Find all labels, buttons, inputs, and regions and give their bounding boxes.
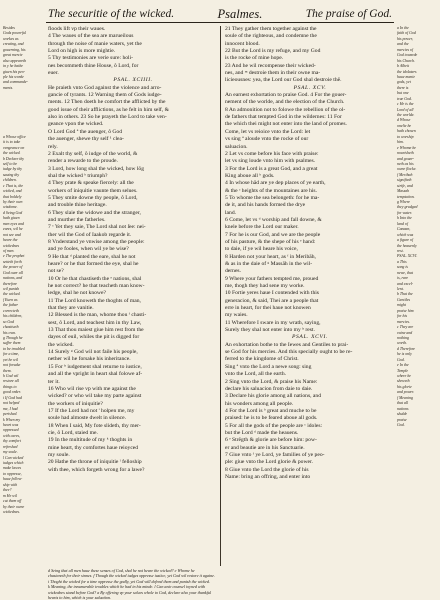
text-line: PSAL. XCV. (293, 84, 327, 91)
margin-note: sauing thy (3, 172, 20, 177)
margin-note: heart was (3, 422, 19, 427)
margin-note: i If God had (3, 395, 22, 400)
text-line: soule of the righteous, and condemne the (225, 33, 317, 40)
text-line: ledge, shal he not knowe? (48, 290, 106, 297)
text-line: let vs sing loude vnto him with psalmes. (225, 158, 316, 165)
margin-note: self to be (3, 161, 18, 166)
margin-note: and commande- (3, 80, 28, 85)
margin-note: owne flocke. (397, 167, 417, 172)
margin-note: children. (3, 178, 17, 183)
margin-note: God. (397, 422, 405, 427)
text-line: de fathers that tempted God in the wildernes: 11 For (225, 114, 342, 121)
margin-note: l Can wicked (3, 455, 24, 460)
margin-note: God. (397, 357, 405, 362)
margin-note: wickednes. (3, 509, 20, 514)
margin-note: the wicked. (3, 292, 21, 297)
text-line: 20 Hathe the throne of iniquitie ˡ felloship (48, 459, 142, 466)
text-line: vnto the Lord, all the earth. (225, 371, 287, 378)
text-line: & as in the daie of ᵍ Massāh in the wil- (225, 261, 313, 267)
margin-note: Canaan, (397, 227, 411, 232)
margin-note: so God (3, 319, 15, 324)
text-line: and trouble thine heritage. (48, 202, 107, 209)
margin-note: him. (397, 140, 404, 145)
text-line: 6 ᵉ Strēgth & glorie are before him: pow- (225, 437, 317, 444)
margin-note: m He wil (3, 493, 18, 498)
text-line: 9 He that ᵈ planted the eare, shal he not (48, 253, 136, 260)
margin-note: things to (3, 384, 17, 389)
margin-note: Massah (397, 189, 410, 194)
text-line: 7 For he is our God, and we are the people (225, 231, 321, 238)
text-line: erre in heart, for thei haue not knowen (225, 305, 311, 312)
margin-note: with cares, (3, 433, 20, 438)
margin-note: ple his worde (3, 74, 24, 79)
margin-note: might (397, 303, 406, 308)
text-line: nement of the worlde, and the election of the Church. (225, 99, 345, 106)
header-rule (46, 22, 394, 23)
text-line: dayes of euil, whiles the pit is digged for (48, 334, 140, 341)
text-line: the auenger, shewe thy self ¹ clea- (48, 136, 124, 143)
margin-note: PSAL. XCVI. (397, 254, 418, 259)
margin-note: nations (397, 406, 409, 411)
margin-note: a Whose office (3, 134, 26, 139)
margin-note: setteth forth (3, 259, 22, 264)
margin-note: the wicked. (3, 151, 21, 156)
margin-note: make lawes (3, 466, 22, 471)
margin-note: also appeareth (3, 58, 27, 63)
text-line: through the noise of manie waters, yet the (48, 40, 142, 47)
margin-note: to oppresse, (3, 471, 22, 476)
margin-note: praise him (397, 308, 414, 313)
text-line: 8 An admonition not to folowe the rebellion of the ol- (225, 106, 346, 113)
text-line: ther wil the God of Iaakob regarde it. (48, 231, 132, 238)
margin-note: the worlde. (397, 113, 415, 117)
text-line: rely. (48, 143, 58, 150)
text-line: 5 They smite downe thy people, ô Lord, (48, 194, 138, 201)
margin-note: iudges which (3, 461, 24, 465)
text-column-left (48, 26, 218, 474)
margin-note: and the (397, 42, 409, 47)
text-line: ple: giue vnto the Lord glorie & power. (225, 459, 313, 466)
margin-note: creating, and (3, 42, 24, 47)
text-line: 7 Giue vnto ᶠ ye Lord, ye families of ye peo- (225, 451, 325, 458)
text-line: floods lift vp their waues. (48, 26, 106, 32)
text-line: is the rocke of mine hope. (225, 55, 284, 62)
text-line: dernes. (225, 268, 241, 275)
margin-note: wickednes (3, 243, 19, 248)
margin-note: suffer them (3, 341, 21, 346)
text-line: 8 Vnderstand ye vnwise among the people: (48, 238, 145, 245)
text-line: nether wil he forsake his inheritance. (48, 356, 131, 363)
margin-note: by their owne (3, 504, 25, 509)
text-line: 14 Surely ᵍ God wil not faile his people, (48, 349, 138, 356)
margin-note: for his (397, 314, 408, 319)
margin-note: d Whose (397, 118, 411, 123)
margin-note: to be troubled (3, 346, 25, 351)
text-line: geance vpon the wicked. (48, 121, 104, 128)
margin-note: and excel- (397, 281, 414, 286)
margin-note: he is only (397, 352, 412, 357)
text-line: not se? (48, 268, 64, 275)
text-line: shal the wicked ᵇ triumph? (48, 172, 108, 179)
margin-note: nations, and (3, 276, 23, 281)
text-line: heare? or he that formed the eye, shal he (48, 261, 139, 267)
margin-note: Lord of all (397, 107, 414, 112)
margin-note: a In the (397, 26, 409, 30)
text-line: the wicked. (48, 341, 74, 348)
text-line: 11 The Lord knoweth the thoghts of man, (48, 297, 141, 304)
margin-note: the father (3, 303, 19, 308)
margin-note: thy comfort (3, 439, 21, 444)
margin-note: signifieth (397, 178, 412, 183)
text-line: er and beautie are in his Sanctuarie. (225, 444, 305, 451)
text-line: 3 Lord, how long shal the wicked, how lōg (48, 165, 145, 172)
margin-note (3, 553, 45, 558)
text-line: render a rewarde to the proude. (48, 158, 118, 165)
text-line: 6 They slaie the widowe and the stranger, (48, 209, 141, 216)
margin-note (397, 543, 439, 548)
margin-note: eares, wil he (3, 227, 23, 232)
margin-note: his own. (3, 330, 16, 335)
text-line: wicked? or who wil take my parte against (48, 393, 142, 400)
header-right: The praise of God. (305, 8, 392, 20)
margin-note: d Seing God (3, 210, 23, 215)
margin-note: praise (397, 417, 407, 422)
text-line: 23 And he wil recompense their wicked- (225, 62, 316, 69)
text-line: licieousnes: yea, the Lord our God shal destroie thē. (225, 77, 342, 84)
margin-note: God ouer all (3, 270, 23, 275)
text-line: 4 They prate & speake fiercely: all the (48, 180, 134, 187)
text-line: He praieth vnto God against the violence and arro- (48, 84, 162, 91)
margin-note: by their own (3, 200, 23, 204)
text-line: se God for his mercies. And this specially ought to be re- (225, 349, 353, 356)
margin-notes-right (397, 26, 439, 548)
footnote-line: k Meaning, the innumerable troubles which he had in his minde. l Can anie counsel ioyned with (48, 584, 205, 590)
text-line: of his pasture, & the shepe of his ᵉ hand: (225, 238, 316, 245)
margin-note: his Church. (397, 58, 416, 63)
text-line: 2 Exalt thy self, ô iudge of the world, & (48, 150, 138, 157)
text-line: his wonders among all people. (225, 400, 294, 407)
text-line: 13 That thou maiest giue him rest from the (48, 327, 144, 334)
margin-note: good order. (3, 390, 21, 395)
text-line: generacion, & said, Thei are a people that (225, 297, 319, 304)
footnote-line: hearts to him, which is your saluation. (48, 594, 111, 600)
text-line: declare his saluacion from daie to daie. (225, 385, 313, 392)
text-line: 15 For ʰ iudgement shal returne to iustice, (48, 363, 142, 370)
margin-note: refreshed (3, 444, 18, 449)
margin-note: but one (397, 91, 409, 96)
margin-note: ments. (3, 85, 14, 90)
footnote-line: i Thoght the wicked for a time oppresse the godly, yet God will defend them and punish the wicked. (48, 578, 210, 584)
margin-note: neth as his (397, 161, 414, 166)
margin-note: e The prophet (3, 254, 25, 259)
margin-note: haue fellow- (3, 477, 23, 482)
text-line: workers of iniquitie vaunte them selues. (48, 187, 138, 194)
margin-note: gouerning, his (3, 47, 26, 52)
margin-note: temptation. (397, 194, 415, 199)
margin-note: Besides (3, 26, 15, 30)
text-line: cie, ô Lord, staied me. (48, 429, 98, 436)
text-line: 3 Declare his glorie among all nations, and (225, 393, 321, 400)
text-line: 10 Fortie yeres haue I contended with this (225, 290, 319, 297)
text-line: and all the vpright in heart shal folowe af- (48, 371, 143, 378)
text-line: 8 Harden not your heart, as ᶠ in Meribāh, (225, 253, 316, 260)
text-line: praised: he is to be feared aboue all gods. (225, 415, 318, 422)
text-line: 18 When I said, My fote slideth, thy mer- (48, 422, 141, 429)
margin-note: that boldely (3, 194, 22, 199)
text-line: and murther the fatherles. (48, 216, 106, 223)
margin-note: d Therefore (397, 346, 415, 351)
margin-note: wicked, and (3, 189, 22, 194)
margin-note: worth. (397, 341, 408, 346)
margin-note: a figure of (397, 238, 414, 243)
margin-note: not see and (3, 232, 21, 237)
text-line: 4 For the Lord is ᵇ great and muche to be (225, 407, 317, 414)
margin-note: for a time, (3, 352, 20, 357)
margin-note: true God. (397, 96, 412, 101)
text-line: and ye fooles, when wil ye be wise? (48, 246, 129, 253)
margin-note: cut them off (3, 499, 22, 504)
text-line: An exhortation bothe to the Iewes and Gentiles to prai- (225, 341, 349, 348)
margin-note: in y he hathe (3, 64, 23, 69)
margin-note: restore all (3, 379, 19, 384)
margin-note: nothing (397, 335, 409, 340)
text-line: 19 In the multitude of my ᵏ thoghts in (48, 437, 133, 444)
text-line: 11 Wherefore I sware in my wrath, saying, (225, 319, 321, 326)
text-line: 17 If the Lord had not ⁱ holpen me, my (48, 407, 135, 414)
margin-note: h Into the (397, 216, 412, 221)
margin-note: which was (397, 232, 414, 237)
margin-note: not helped (3, 401, 20, 406)
margin-note: them. (3, 368, 12, 373)
margin-note: giuen his peo- (3, 69, 26, 74)
text-line: de it, and his hands formed the drye (225, 202, 306, 209)
margin-note: haue manie (397, 74, 416, 79)
footnotes (48, 568, 418, 600)
footnote-line: chasteneth for their sinnes. f Though the wicked iudges oppresse iustice, yet God wil restore it againe. (48, 573, 216, 579)
margin-note: not forsake (3, 363, 21, 368)
margin-note: where he (397, 374, 412, 378)
text-line: the which thei might not enter into the land of promes. (225, 121, 347, 128)
margin-note: iudge by thy (3, 167, 23, 172)
text-line: 5 To whome the sea belongeth: for he ma- (225, 194, 320, 201)
text-line: but the Lord ᵈ made the heauens. (225, 429, 299, 436)
margin-note: that all (397, 401, 409, 406)
text-line: 21 They gather them together against the (225, 26, 317, 32)
margin-note: men eyes and (3, 221, 24, 226)
text-line: 4 In whose hād are ye dep places of ye earth, (225, 180, 326, 187)
margin-note: God towarde (397, 53, 418, 58)
text-line: mine heart, thy comfortes haue reioyced (48, 444, 139, 451)
text-line: ments. 12 Then doeth he comfort the afflicted by the (48, 99, 166, 106)
margin-note: faith of God (397, 31, 416, 36)
margin-note: the heauenly (397, 243, 417, 248)
margin-note: e In the (397, 363, 409, 368)
margin-note: thee? (3, 488, 12, 493)
text-line: O Lord God ª the auenger, ô God (48, 128, 123, 135)
margin-note: the idolaters (397, 69, 417, 74)
margin-note: to worship (397, 134, 414, 139)
margin-note: wisdome. (3, 205, 18, 210)
text-line: vs sing ª aloude vnto the rocke of our (225, 136, 309, 143)
margin-note: c They are (397, 325, 414, 330)
margin-note: g Where (397, 200, 410, 204)
margin-note: hath chosen (397, 129, 416, 134)
margin-note: Temple (397, 368, 409, 373)
margin-note: land of (397, 221, 408, 226)
margin-note: of men. (3, 248, 15, 253)
margin-note: for water. (397, 210, 412, 215)
text-line: that they are vanitie. (48, 305, 94, 312)
margin-note: perished. (3, 412, 18, 417)
margin-note: shulde (397, 412, 408, 417)
margin-note: my soule. (3, 450, 18, 455)
margin-note: c That is, the (3, 183, 24, 188)
text-line: saluacion. (225, 143, 248, 150)
text-line: also in others. 23 So he prayeth the Lord to take ven- (48, 114, 167, 121)
text-line: 7 ᶜ Yet they saie, The Lord shal not ſee: nei- (48, 224, 146, 231)
margin-note: the power of (3, 265, 23, 270)
text-line: euer. (48, 70, 59, 77)
margin-note: therefore (3, 281, 17, 286)
margin-note: f Meaning (397, 395, 413, 400)
text-line: King aboue all ᵇ gods. (225, 172, 275, 179)
margin-note: his power, (397, 36, 413, 41)
text-line: soule had almoste dwelt in silence. (48, 415, 126, 422)
text-line: nes becommeth thine House, ô Lord, for (48, 62, 139, 69)
margin-note: vaine and (397, 330, 413, 335)
margin-note: oppressed (3, 428, 19, 433)
margin-note: and power. (397, 390, 415, 395)
text-line: 6 Come, let vs ᵈ worship and fall downe, & (225, 216, 322, 223)
margin-note: they grudged (397, 205, 418, 210)
footnote-line: d Seing that all men haue these senses of God, shal he not heare the wicked? e Whome he (48, 568, 195, 573)
margin-note: f Meribah (397, 172, 413, 177)
margin-note: workes as (3, 36, 19, 41)
margin-note: it is to take (3, 140, 21, 145)
margin-note: correcteth (3, 308, 19, 313)
text-line: knele before the Lord our maker. (225, 224, 299, 231)
text-line: 5 Thy testimonies are verie sure: holi- (48, 55, 134, 62)
margin-notes-left (3, 26, 45, 559)
text-line: with thee, which forgeth wrong for a lawe? (48, 466, 145, 473)
margin-note: song is (397, 265, 408, 270)
text-line: my waies. (225, 312, 248, 319)
text-line: ter it. (48, 378, 60, 385)
text-line: gancie of tyrants. 12 Warning them of Gods iudge- (48, 92, 162, 99)
text-line: 5 For all the gods of the people are ᶜ idoles: (225, 422, 323, 429)
margin-note: heare the (3, 238, 18, 243)
text-line: 12 Blessed is the man, whome thou ᶠ chasti- (48, 312, 147, 319)
margin-note: gods, yet (397, 80, 411, 85)
text-line: Surely they shal not enter into my ʰ rest. (225, 327, 315, 334)
text-line: 22 But the Lord is my refuge, and my God (225, 48, 321, 55)
margin-note: strife, and (397, 183, 413, 188)
column-divider (220, 26, 221, 566)
text-line: Name: bring an offring, and enter into (225, 473, 311, 480)
text-line: my soule. (48, 451, 70, 458)
margin-note: his glorie (397, 384, 412, 389)
text-line: An earnest exhortation to praise God. 4 For the gouer- (225, 92, 347, 99)
margin-note: mercies of (397, 47, 413, 52)
text-line: land. (225, 209, 237, 216)
header-left: The securitie of the wicked. (48, 8, 175, 20)
text-line: he not correct? he that teacheth man know- (48, 283, 145, 290)
text-line: sest, ô Lord, and teachest him in thy Law, (48, 319, 142, 326)
margin-note: there is (397, 85, 409, 90)
text-line: 16 Who wil rise vp with me against the (48, 385, 136, 392)
margin-note: b Declare thy (3, 156, 25, 161)
margin-note: chastiseth (3, 325, 19, 330)
text-line: innocent blood. (225, 40, 260, 47)
margin-note: yet he wil (3, 357, 18, 362)
margin-note: k When my (3, 417, 21, 422)
footnote-line: wickednes stand before God? a By offering vp your selues whole to God, declare also your thankful (48, 589, 212, 595)
margin-note: e Whome he (397, 145, 417, 150)
text-line: ferred to the kingdome of Christ. (225, 356, 299, 363)
margin-note: onelie he (397, 123, 412, 128)
text-line: & the ᶜ heights of the mountaines are his. (225, 187, 317, 194)
text-line: nes, and ᵐ destroie them in their owne ma- (225, 70, 321, 77)
header-center: Psalmes. (217, 7, 263, 21)
margin-note: me, I had (3, 406, 18, 411)
text-line: Come, let vs reioice vnto the Lord: let (225, 128, 311, 135)
margin-note: g Though he (3, 335, 23, 340)
margin-note: ship with (3, 482, 18, 487)
margin-note: b That the (397, 292, 413, 297)
margin-note: newe, that (397, 270, 413, 275)
margin-note: nourisheth (397, 151, 414, 156)
margin-note: his children, (3, 314, 23, 319)
text-column-right (225, 26, 395, 481)
margin-note: h God wil (3, 374, 19, 378)
margin-note: f Euen as (3, 297, 18, 302)
margin-note: Gods powerful (3, 31, 27, 36)
text-line: Sing ª vnto the Lord a newe song: sing (225, 363, 312, 370)
margin-note: b Albeit (397, 64, 410, 69)
margin-note: wil punish (3, 287, 20, 291)
text-line: 4 The waues of the sea are marueilous (48, 33, 134, 40)
text-line: 10 Or he that chastiseth the ᵉ nations, shal (48, 275, 142, 282)
running-header (48, 6, 392, 22)
text-line: to daie, if ye wil heare his voice, (225, 246, 298, 253)
margin-note: and gouer- (397, 156, 415, 161)
margin-note: a This (397, 259, 407, 264)
text-line: PSAL. XCIIII. (113, 77, 153, 84)
margin-note: Gentiles (397, 297, 410, 302)
text-line: 8 Giue vnto the Lord the glorie of his (225, 466, 309, 473)
text-line: 2 Let vs come before his face with praise: (225, 150, 319, 157)
text-line: me, thogh they had sene my worke. (225, 283, 305, 290)
text-line: 3 For the Lord is a great God, and a great (225, 165, 318, 172)
text-line: 9 Where your fathers tempted me, proued (225, 275, 319, 282)
margin-note: hath giuen (3, 216, 20, 221)
margin-note: c He is the (397, 102, 414, 107)
margin-note: mercies. (397, 319, 410, 324)
text-line: good issue of their afflictions, as he felt in him self, & (48, 106, 169, 113)
margin-note: vengeance on (3, 145, 25, 150)
margin-note: rest. (397, 248, 404, 253)
margin-note: lent. (397, 287, 404, 291)
margin-note: great mercie (3, 53, 23, 58)
text-line: the workers of iniquitie? (48, 400, 103, 407)
margin-note: sheweth (397, 379, 410, 384)
text-line: 2 Sing vnto the Lord, & praise his Name: (225, 378, 318, 385)
margin-note: is, rare (397, 276, 409, 281)
text-line: Lord on high is more mightie. (48, 48, 116, 55)
text-line: PSAL. XCVI. (292, 334, 328, 341)
